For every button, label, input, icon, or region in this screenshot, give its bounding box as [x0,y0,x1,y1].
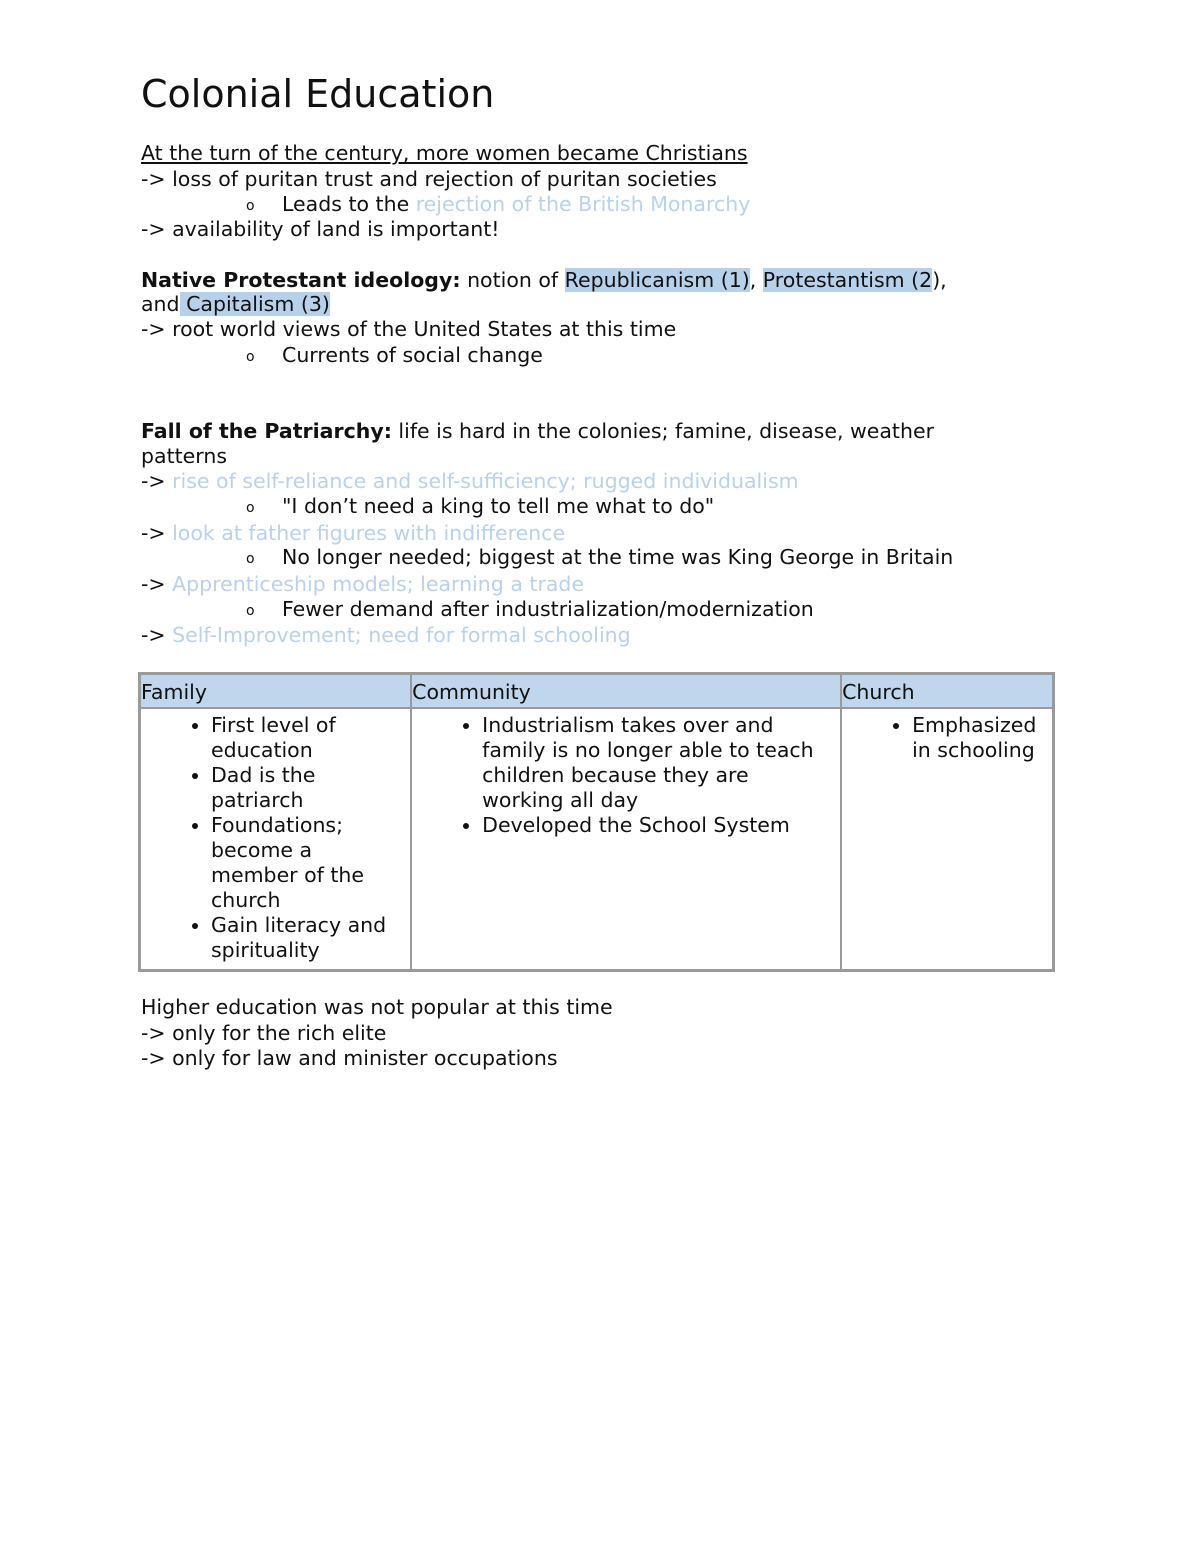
sub-bullet-marker: o [246,551,255,567]
list-item: • Industrialism takes over and family is no longer able to teach children because they are working all day [482,713,832,813]
section3-item2-sub: No longer needed; biggest at the time was King George in Britain [282,545,954,569]
sub-bullet-marker: o [246,603,255,619]
table-header-row [140,674,1054,709]
section2-after2: ), [932,268,947,292]
section2-line0-cont [141,292,330,317]
family-cell [140,708,412,971]
section3-item1-text: rise of self-reliance and self-sufficiency; rugged individualism [172,469,799,493]
section2-term1: Republicanism (1) [564,268,750,292]
section3-label: Fall of the Patriarchy: [141,419,392,443]
section1-line2: -> availability of land is important! [141,217,500,241]
church-cell [841,708,1053,971]
list-item: • Emphasized in schooling [912,713,1044,763]
table-row [140,708,1054,971]
section3-line0 [141,419,934,444]
section3-text-cont: patterns [141,444,228,468]
sub-bullet-marker: o [246,198,255,214]
section2-and: and [141,292,180,316]
table-header-family: Family [140,674,412,709]
section2-term3: Capitalism (3) [179,292,330,316]
arrow: -> [141,521,173,545]
list-item: • Developed the School System [482,813,832,838]
table-header-community: Community [411,674,841,709]
arrow: -> [141,469,173,493]
section2-sub1: Currents of social change [282,343,543,367]
section1-heading-text: At the turn of the century, more women became Christians [141,141,748,165]
section2-term2: Protestantism (2 [762,268,933,292]
section2-comma1: , [749,268,763,292]
section1-sub1-faded: rejection of the British Monarchy [415,192,751,216]
list-item: • First level of education [211,713,402,763]
list-item: • Gain literacy and spirituality [211,913,402,963]
table-header-church: Church [841,674,1053,709]
community-list [412,713,832,838]
church-list [842,713,1044,763]
section1-heading [141,141,748,166]
section4-line2: -> only for the rich elite [141,1021,387,1045]
section2-label: Native Protestant ideology: [141,268,461,292]
education-table [138,672,1055,972]
section4-line1: Higher education was not popular at this time [141,995,613,1019]
arrow: -> [141,623,173,647]
section3-item1 [141,469,799,494]
arrow: -> [141,572,173,596]
list-item: • Dad is the patriarch [211,763,402,813]
list-item: • Foundations; become a member of the church [211,813,402,913]
section3-text: life is hard in the colonies; famine, disease, weather [391,419,935,443]
section2-line0 [141,268,947,293]
section3-item4 [141,623,631,648]
section4-line3: -> only for law and minister occupations [141,1046,558,1070]
community-cell [411,708,841,971]
section1-line1: -> loss of puritan trust and rejection of puritan societies [141,167,717,191]
section3-item3-text: Apprenticeship models; learning a trade [172,572,585,596]
section3-item1-sub: "I don’t need a king to tell me what to do" [282,494,715,518]
family-list [141,713,402,963]
sub-bullet-marker: o [246,349,255,365]
section3-item4-text: Self-Improvement; need for formal schooling [172,623,631,647]
section3-item3-sub: Fewer demand after industrialization/modernization [282,597,814,621]
section3-item2-text: look at father figures with indifference [172,521,566,545]
sub-bullet-marker: o [246,500,255,516]
section2-line1: -> root world views of the United States at this time [141,317,677,341]
section1-sub1 [282,192,750,217]
page-title: Colonial Education [141,72,495,116]
section1-sub1-plain: Leads to the [282,192,416,216]
section3-item3 [141,572,584,597]
section2-text: notion of [460,268,565,292]
section3-item2 [141,521,565,546]
